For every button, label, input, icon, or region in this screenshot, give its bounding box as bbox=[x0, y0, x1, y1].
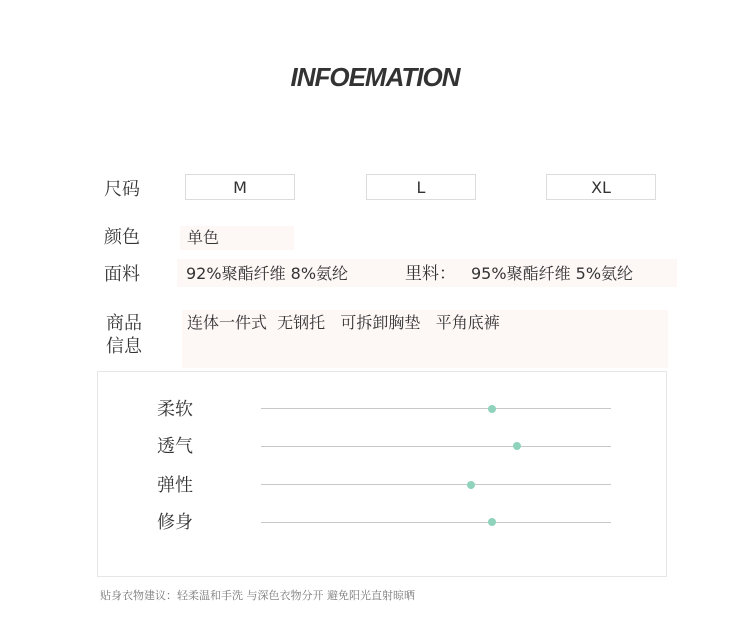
scale-dot-breathability bbox=[513, 442, 521, 450]
scale-track-elasticity bbox=[261, 484, 611, 485]
size-label: 尺码 bbox=[104, 179, 140, 200]
size-option-m[interactable]: M bbox=[185, 174, 295, 200]
color-value: 单色 bbox=[187, 228, 220, 247]
size-option-l[interactable]: L bbox=[366, 174, 476, 200]
scale-label-breathability: 透气 bbox=[157, 436, 193, 457]
scale-track-softness bbox=[261, 408, 611, 409]
info-label-line1: 商品 bbox=[106, 313, 142, 334]
scale-label-fit: 修身 bbox=[157, 512, 193, 533]
info-value: 连体一件式 无钢托 可拆卸胸垫 平角底裤 bbox=[187, 313, 500, 332]
color-label: 颜色 bbox=[104, 227, 140, 248]
page-title: INFOEMATION bbox=[290, 62, 460, 92]
lining-value: 95%聚酯纤维 5%氨纶 bbox=[471, 264, 634, 283]
lining-label: 里料： bbox=[405, 264, 456, 284]
scale-label-softness: 柔软 bbox=[157, 399, 193, 420]
scale-track-fit bbox=[261, 522, 611, 523]
scale-dot-elasticity bbox=[467, 481, 475, 489]
scale-dot-fit bbox=[488, 518, 496, 526]
info-label-line2: 信息 bbox=[106, 336, 142, 357]
fabric-label: 面料 bbox=[104, 264, 140, 285]
scale-dot-softness bbox=[488, 405, 496, 413]
scale-label-elasticity: 弹性 bbox=[157, 475, 193, 496]
size-option-xl[interactable]: XL bbox=[546, 174, 656, 200]
fabric-value: 92%聚酯纤维 8%氨纶 bbox=[186, 264, 349, 283]
scale-track-breathability bbox=[261, 446, 611, 447]
care-instructions: 贴身衣物建议：轻柔温和手洗 与深色衣物分开 避免阳光直射晾晒 bbox=[100, 589, 415, 602]
